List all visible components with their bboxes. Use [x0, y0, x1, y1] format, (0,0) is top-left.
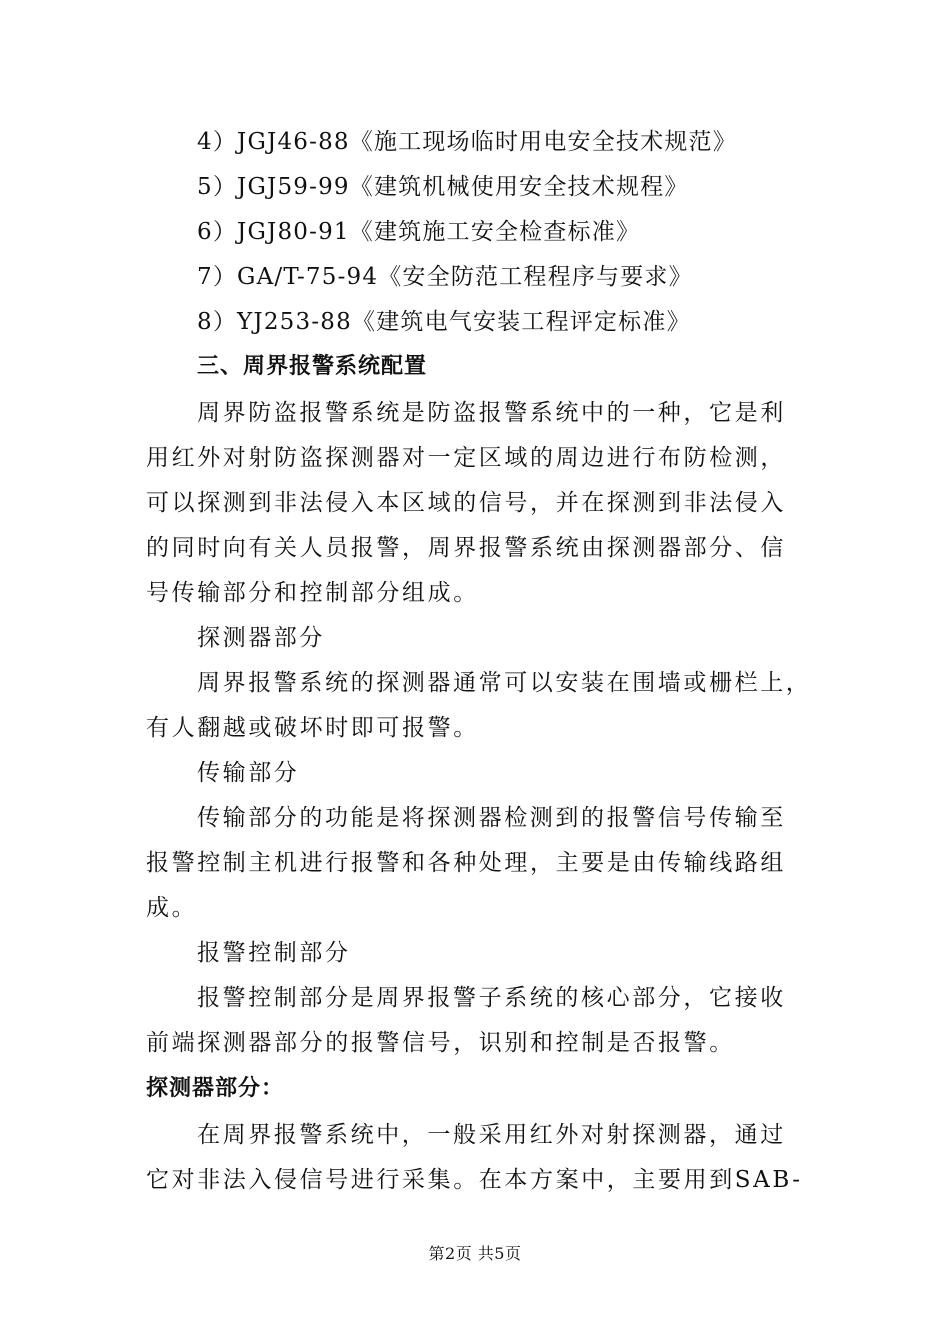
reference-item-5: 5）JGJ59-99《建筑机械使用安全技术规程》: [197, 174, 689, 200]
paragraph-line: 前端探测器部分的报警信号，识别和控制是否报警。: [146, 1030, 735, 1056]
paragraph-line: 有人翻越或破坏时即可报警。: [146, 715, 479, 741]
reference-item-4: 4）JGJ46-88《施工现场临时用电安全技术规范》: [197, 129, 737, 155]
paragraph-line: 用红外对射防盗探测器对一定区域的周边进行布防检测，: [146, 445, 786, 471]
paragraph-line: 传输部分的功能是将探测器检测到的报警信号传输至: [197, 805, 786, 831]
subsection-title-control: 报警控制部分: [197, 940, 351, 966]
page-number-footer: 第2页 共5页: [428, 1244, 522, 1263]
paragraph-line: 报警控制主机进行报警和各种处理，主要是由传输线路组: [146, 850, 786, 876]
detector-section-heading: 探测器部分：: [146, 1076, 285, 1101]
subsection-title-transmission: 传输部分: [197, 760, 300, 786]
paragraph-line: 号传输部分和控制部分组成。: [146, 580, 479, 606]
reference-item-7: 7）GA/T-75-94《安全防范工程程序与要求》: [197, 264, 693, 290]
section-heading: 三、周界报警系统配置: [197, 354, 428, 379]
paragraph-line: 周界报警系统的探测器通常可以安装在围墙或栅栏上，: [197, 670, 812, 696]
paragraph-line: 可以探测到非法侵入本区域的信号，并在探测到非法侵入: [146, 490, 786, 516]
paragraph-line: 报警控制部分是周界报警子系统的核心部分，它接收: [197, 985, 786, 1011]
reference-item-6: 6）JGJ80-91《建筑施工安全检查标准》: [197, 219, 641, 245]
paragraph-line: 在周界报警系统中，一般采用红外对射探测器，通过: [197, 1122, 786, 1148]
paragraph-line: 的同时向有关人员报警，周界报警系统由探测器部分、信: [146, 535, 786, 561]
paragraph-line: 它对非法入侵信号进行采集。在本方案中，主要用到SAB-: [146, 1167, 803, 1193]
subsection-title-detector: 探测器部分: [197, 625, 325, 651]
paragraph-line: 成。: [146, 895, 198, 921]
reference-item-8: 8）YJ253-88《建筑电气安装工程评定标准》: [197, 309, 691, 335]
paragraph-line: 周界防盗报警系统是防盗报警系统中的一种，它是利: [197, 400, 786, 426]
